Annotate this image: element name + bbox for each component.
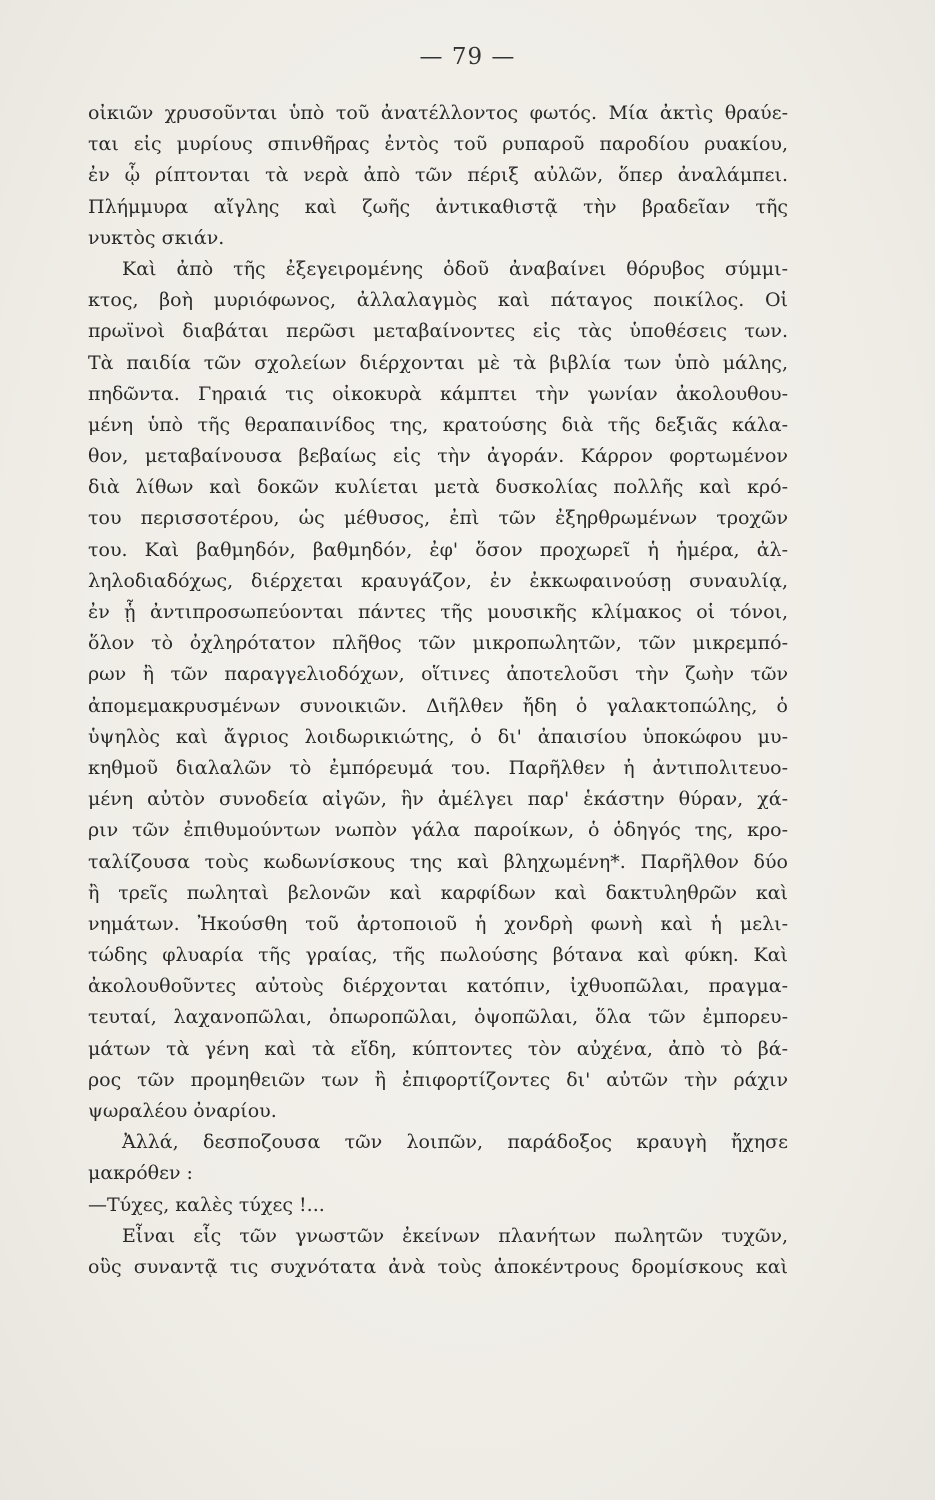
text-line: θον, μεταβαίνουσα βεβαίως εἰς τὴν ἀγοράν. Κάρρον φορτωμένον: [88, 445, 788, 468]
text-line: ἀκολουθοῦντες αὐτοὺς διέρχονται κατόπιν, ἰχθυοπῶλαι, πραγμα-: [88, 975, 788, 998]
text-line: κτος, βοὴ μυριόφωνος, ἀλλαλαγμὸς καὶ πάταγος ποικίλος. Οἱ: [88, 289, 788, 312]
text-line: οὓς συναντᾷ τις συχνότατα ἀνὰ τοὺς ἀποκέντρους δρομίσκους καὶ: [88, 1255, 788, 1278]
text-line: ρος τῶν προμηθειῶν των ἢ ἐπιφορτίζοντες δι' αὐτῶν τὴν ράχιν: [88, 1068, 788, 1091]
text-line: μένη αὐτὸν συνοδεία αἰγῶν, ἣν ἀμέλγει παρ' ἑκάστην θύραν, χά-: [88, 788, 788, 811]
text-line: οἰκιῶν χρυσοῦνται ὑπὸ τοῦ ἀνατέλλοντος φωτός. Μία ἀκτὶς θραύε-: [88, 102, 788, 124]
text-line: τευταί, λαχανοπῶλαι, ὀπωροπῶλαι, ὀψοπῶλαι, ὅλα τῶν ἐμπορευ-: [88, 1006, 788, 1029]
text-line: μάτων τὰ γένη καὶ τὰ εἴδη, κύπτοντες τὸν αὐχένα, ἀπὸ τὸ βά-: [88, 1037, 788, 1060]
text-line: —Τύχες, καλὲς τύχες !...: [88, 1193, 325, 1216]
text-line: κηθμοῦ διαλαλῶν τὸ ἐμπόρευμά του. Παρῆλθεν ἡ ἀντιπολιτευο-: [88, 756, 788, 779]
text-line: πηδῶντα. Γηραιά τις οἰκοκυρὰ κάμπτει τὴν γωνίαν ἀκολουθου-: [88, 382, 788, 405]
text-line: ταλίζουσα τοὺς κωδωνίσκους της καὶ βληχωμένη*. Παρῆλθον δύο: [88, 850, 788, 873]
text-line: ληλοδιαδόχως, διέρχεται κραυγάζον, ἐν ἐκκωφαινούσῃ συναυλίᾳ,: [88, 569, 788, 592]
text-line: πρωϊνοὶ διαβάται περῶσι μεταβαίνοντες εἰς τὰς ὑποθέσεις των.: [88, 320, 788, 343]
text-line: τώδης φλυαρία τῆς γραίας, τῆς πωλούσης βότανα καὶ φύκη. Καὶ: [88, 944, 788, 967]
text-line: Πλήμμυρα αἴγλης καὶ ζωῆς ἀντικαθιστᾷ τὴν βραδεῖαν τῆς: [88, 195, 788, 218]
text-line: Τὰ παιδία τῶν σχολείων διέρχονται μὲ τὰ βιβλία των ὑπὸ μάλης,: [88, 351, 788, 374]
body-text: [88, 98, 788, 1283]
text-line: του περισσοτέρου, ὡς μέθυσος, ἐπὶ τῶν ἐξηρθρωμένων τροχῶν: [88, 507, 788, 530]
text-line: ἢ τρεῖς πωληταὶ βελονῶν καὶ καρφίδων καὶ δακτυληθρῶν καὶ: [88, 881, 788, 904]
text-line: νημάτων. Ἠκούσθη τοῦ ἀρτοποιοῦ ἡ χονδρὴ φωνὴ καὶ ἡ μελι-: [88, 912, 788, 935]
text-line: ψωραλέου ὀναρίου.: [88, 1100, 277, 1122]
text-line: ται εἰς μυρίους σπινθῆρας ἐντὸς τοῦ ρυπαροῦ παροδίου ρυακίου,: [88, 133, 788, 156]
text-line: ὅλον τὸ ὀχληρότατον πλῆθος τῶν μικροπωλητῶν, τῶν μικρεμπό-: [88, 632, 788, 655]
text-line: Εἶναι εἷς τῶν γνωστῶν ἐκείνων πλανήτων πωλητῶν τυχῶν,: [122, 1224, 788, 1247]
text-line: διὰ λίθων καὶ δοκῶν κυλίεται μετὰ δυσκολίας πολλῆς καὶ κρό-: [88, 476, 788, 499]
text-line: νυκτὸς σκιάν.: [88, 226, 225, 249]
text-line: Ἀλλά, δεσποζουσα τῶν λοιπῶν, παράδοξος κραυγὴ ἤχησε: [122, 1131, 788, 1154]
text-line: μένη ὑπὸ τῆς θεραπαινίδος της, κρατούσης διὰ τῆς δεξιᾶς κάλα-: [88, 413, 788, 436]
page-number: — 79 —: [419, 44, 516, 70]
text-line: ἀπομεμακρυσμένων συνοικιῶν. Διῆλθεν ἤδη ὁ γαλακτοπώλης, ὁ: [88, 694, 788, 717]
text-line: ἐν ᾗ ἀντιπροσωπεύονται πάντες τῆς μουσικῆς κλίμακος οἱ τόνοι,: [88, 601, 788, 623]
text-line: ἐν ᾧ ρίπτονται τὰ νερὰ ἀπὸ τῶν πέριξ αὐλῶν, ὅπερ ἀναλάμπει.: [88, 164, 788, 187]
text-line: ριν τῶν ἐπιθυμούντων νωπὸν γάλα παροίκων, ὁ ὁδηγός της, κρο-: [88, 819, 788, 842]
text-line: ρων ἢ τῶν παραγγελιοδόχων, οἵτινες ἀποτελοῦσι τὴν ζωὴν τῶν: [88, 663, 788, 686]
text-line: ὑψηλὸς καὶ ἄγριος λοιδωρικιώτης, ὁ δι' ἀπαισίου ὑποκώφου μυ-: [88, 725, 788, 748]
text-line: Καὶ ἀπὸ τῆς ἐξεγειρομένης ὁδοῦ ἀναβαίνει θόρυβος σύμμι-: [122, 257, 788, 280]
text-line: μακρόθεν :: [88, 1162, 193, 1185]
text-line: του. Καὶ βαθμηδόν, βαθμηδόν, ἐφ' ὅσον προχωρεῖ ἡ ἡμέρα, ἀλ-: [88, 538, 788, 561]
